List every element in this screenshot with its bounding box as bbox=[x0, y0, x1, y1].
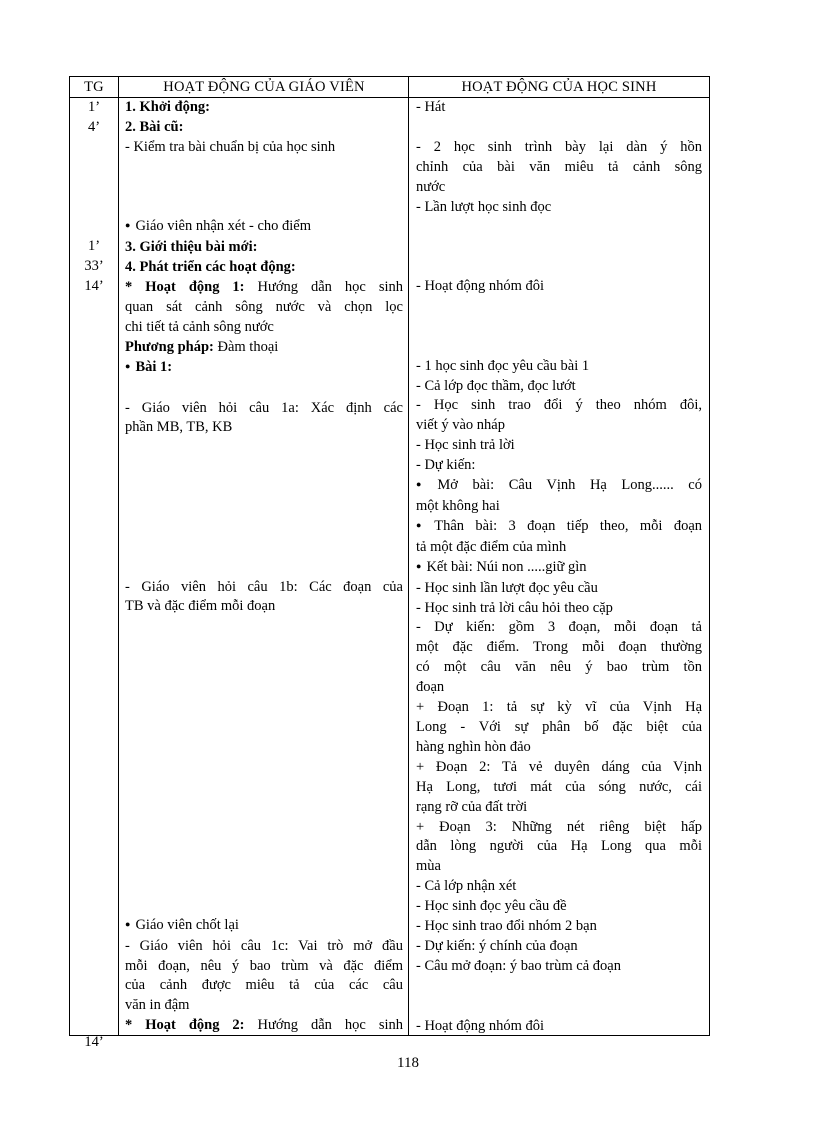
header-tg: TG bbox=[70, 77, 119, 97]
teacher-line: - Giáo viên hỏi câu 1a: Xác định các bbox=[125, 399, 403, 416]
student-column bbox=[409, 98, 707, 1035]
student-line: - Học sinh đọc yêu cầu đề bbox=[416, 898, 567, 915]
teacher-column bbox=[119, 98, 409, 1035]
student-line: - 2 học sinh trình bày lại dàn ý hồn bbox=[416, 138, 702, 155]
student-line: ● Thân bài: 3 đoạn tiếp theo, mỗi đoạn bbox=[416, 517, 702, 538]
student-line: rạng rỡ của đất trời bbox=[416, 798, 528, 815]
teacher-line: 2. Bài cũ: bbox=[125, 118, 184, 135]
teacher-line: quan sát cảnh sông nước và chọn lọc bbox=[125, 299, 403, 316]
time-cell: 1’ bbox=[87, 99, 101, 115]
teacher-line: - Kiểm tra bài chuẩn bị của học sinh bbox=[125, 138, 336, 155]
teacher-line: ● Giáo viên nhận xét - cho điểm bbox=[125, 217, 403, 238]
time-cell: 4’ bbox=[87, 118, 101, 135]
student-line: - Cả lớp đọc thầm, đọc lướt bbox=[416, 377, 576, 394]
teacher-line: 3. Giới thiệu bài mới: bbox=[125, 239, 258, 256]
teacher-line: - Giáo viên hỏi câu 1b: Các đoạn của bbox=[125, 578, 403, 595]
teacher-line: văn in đậm bbox=[125, 997, 190, 1014]
lesson-table bbox=[69, 76, 710, 1050]
student-line: hàng nghìn hòn đảo bbox=[416, 738, 531, 755]
student-line: + Đoạn 1: tả sự kỳ vĩ của Vịnh Hạ bbox=[416, 699, 702, 716]
student-line: nước bbox=[416, 178, 446, 195]
teacher-line: mỗi đoạn, nêu ý bao trùm và đặc điểm bbox=[125, 957, 403, 974]
student-line: - Lần lượt học sinh đọc bbox=[416, 198, 552, 215]
student-line: ● Kết bài: Núi non .....giữ gìn bbox=[416, 558, 702, 579]
teacher-line: ● Bài 1: bbox=[125, 358, 403, 379]
teacher-line: Phương pháp: Đàm thoại bbox=[125, 338, 279, 355]
student-line: - 1 học sinh đọc yêu cầu bài 1 bbox=[416, 357, 590, 374]
student-line: - Hoạt động nhóm đôi bbox=[416, 1017, 545, 1034]
student-line: một không hai bbox=[416, 498, 500, 515]
header-teacher: HOẠT ĐỘNG CỦA GIÁO VIÊN bbox=[119, 77, 409, 97]
student-line: - Dự kiến: gồm 3 đoạn, mỗi đoạn tả bbox=[416, 619, 702, 636]
teacher-line: 1. Khởi động: bbox=[125, 99, 210, 115]
teacher-line: chi tiết tả cảnh sông nước bbox=[125, 318, 274, 335]
student-line: tả một đặc điểm của mình bbox=[416, 538, 567, 555]
teacher-line: ● Giáo viên chốt lại bbox=[125, 916, 403, 937]
teacher-line: TB và đặc điểm mỗi đoạn bbox=[125, 598, 276, 615]
time-column bbox=[70, 98, 119, 1050]
teacher-line: 4. Phát triển các hoạt động: bbox=[125, 259, 296, 276]
student-line: - Câu mở đoạn: ý bao trùm cả đoạn bbox=[416, 957, 621, 974]
student-line: + Đoạn 3: Những nét riêng biệt hấp bbox=[416, 818, 702, 835]
student-line: - Dự kiến: ý chính của đoạn bbox=[416, 937, 578, 954]
student-line: ● Mở bài: Câu Vịnh Hạ Long...... có bbox=[416, 476, 702, 497]
header-student: HOẠT ĐỘNG CỦA HỌC SINH bbox=[461, 79, 657, 95]
table-header bbox=[70, 77, 709, 98]
student-line: + Đoạn 2: Tả vẻ duyên dáng của Vịnh bbox=[416, 758, 702, 775]
student-line: - Dự kiến: bbox=[416, 457, 476, 474]
student-line: - Học sinh trả lời câu hỏi theo cặp bbox=[416, 599, 613, 616]
table-body bbox=[70, 98, 709, 1050]
student-line: - Học sinh trao đổi nhóm 2 bạn bbox=[416, 918, 597, 935]
student-line: Hạ Long, tươi mát của sóng nước, cái bbox=[416, 778, 702, 795]
student-line: chỉnh của bài văn miêu tả cảnh sông bbox=[416, 158, 702, 175]
student-line: - Cả lớp nhận xét bbox=[416, 878, 517, 895]
teacher-line: của cảnh được miêu tả của các câu bbox=[125, 977, 403, 994]
student-line: dẫn lòng người của Hạ Long qua mỗi bbox=[416, 838, 702, 855]
page-number: 118 bbox=[397, 1055, 419, 1071]
time-cell: 14’ bbox=[84, 278, 104, 295]
student-line: mùa bbox=[416, 858, 441, 875]
student-line: - Hát bbox=[416, 99, 446, 115]
student-line: viết ý vào nháp bbox=[416, 417, 505, 434]
student-line: có một câu văn nêu ý bao trùm tồn bbox=[416, 659, 702, 676]
teacher-line: * Hoạt động 2: Hướng dẫn học sinh bbox=[125, 1017, 403, 1034]
time-cell: 14’ bbox=[84, 1033, 104, 1050]
student-line: - Học sinh lần lượt đọc yêu cầu bbox=[416, 579, 598, 596]
teacher-line: - Giáo viên hỏi câu 1c: Vai trò mở đầu bbox=[125, 937, 403, 954]
student-line: - Học sinh trao đổi ý theo nhóm đôi, bbox=[416, 397, 702, 414]
student-line: Long - Với sự phân bố đặc biệt của bbox=[416, 718, 702, 735]
teacher-line: * Hoạt động 1: Hướng dẫn học sinh bbox=[125, 279, 403, 296]
student-line: - Học sinh trả lời bbox=[416, 437, 515, 454]
student-line: đoạn bbox=[416, 679, 445, 696]
student-line: một đặc điểm. Trong mỗi đoạn thường bbox=[416, 639, 702, 656]
time-cell: 1’ bbox=[87, 238, 101, 255]
student-line: - Hoạt động nhóm đôi bbox=[416, 278, 545, 295]
time-cell: 33’ bbox=[84, 258, 104, 275]
teacher-line: phần MB, TB, KB bbox=[125, 419, 233, 436]
